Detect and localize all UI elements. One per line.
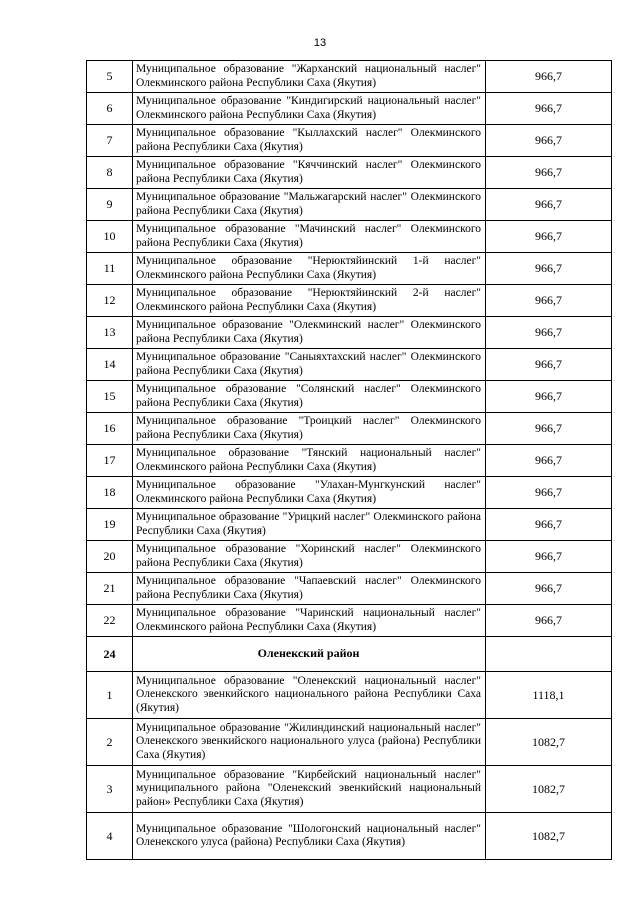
municipality-name: Муниципальное образование "Мачинский наслег" Олекминского района Республики Саха (Якутия) — [133, 221, 486, 253]
row-number: 4 — [87, 813, 133, 860]
table-row — [87, 189, 612, 221]
municipality-name: Муниципальное образование "Жарханский национальный наслег" Олекминского района Республики Саха (Якутия) — [133, 61, 486, 93]
amount-value: 1082,7 — [486, 813, 612, 860]
municipality-name: Муниципальное образование "Нерюктяйинский 2-й наслег" Олекминского района Республики Саха (Якутия) — [133, 285, 486, 317]
table-row — [87, 477, 612, 509]
amount-value: 966,7 — [486, 445, 612, 477]
municipality-name: Муниципальное образование "Солянский наслег" Олекминского района Республики Саха (Якутия) — [133, 381, 486, 413]
row-number: 12 — [87, 285, 133, 317]
table-row — [87, 766, 612, 813]
row-number: 6 — [87, 93, 133, 125]
table-row — [87, 221, 612, 253]
page-number: 13 — [313, 37, 327, 49]
table-row — [87, 445, 612, 477]
amount-value: 966,7 — [486, 61, 612, 93]
row-number: 14 — [87, 349, 133, 381]
amount-value: 966,7 — [486, 189, 612, 221]
table-row — [87, 93, 612, 125]
amount-value: 966,7 — [486, 605, 612, 637]
row-number: 11 — [87, 253, 133, 285]
table-row — [87, 509, 612, 541]
municipality-name: Муниципальное образование "Оленекский национальный наслег" Оленекского эвенкийского национального района Республики Саха (Якутия) — [133, 672, 486, 719]
amount-value: 966,7 — [486, 285, 612, 317]
amount-value: 966,7 — [486, 509, 612, 541]
row-number: 7 — [87, 125, 133, 157]
table-row — [87, 125, 612, 157]
table-row — [87, 413, 612, 445]
table-row — [87, 253, 612, 285]
row-number: 15 — [87, 381, 133, 413]
amount-value: 966,7 — [486, 413, 612, 445]
amount-value: 1082,7 — [486, 766, 612, 813]
row-number: 18 — [87, 477, 133, 509]
row-number: 17 — [87, 445, 133, 477]
section-row — [87, 637, 612, 672]
amount-value: 966,7 — [486, 125, 612, 157]
table-row — [87, 605, 612, 637]
row-number: 21 — [87, 573, 133, 605]
amount-value: 966,7 — [486, 349, 612, 381]
amount-value: 966,7 — [486, 157, 612, 189]
municipality-name: Муниципальное образование "Олекминский наслег" Олекминского района Республики Саха (Якутия) — [133, 317, 486, 349]
table-row — [87, 317, 612, 349]
table-row — [87, 813, 612, 860]
municipality-name: Муниципальное образование "Кыллахский наслег" Олекминского района Республики Саха (Якутия) — [133, 125, 486, 157]
amount-value: 966,7 — [486, 317, 612, 349]
section-title: Оленекский район — [133, 637, 486, 672]
table-row — [87, 573, 612, 605]
amount-value: 966,7 — [486, 253, 612, 285]
row-number: 3 — [87, 766, 133, 813]
municipality-name: Муниципальное образование "Мальжагарский наслег" Олекминского района Республики Саха (Якутия) — [133, 189, 486, 221]
municipality-name: Муниципальное образование "Кяччинский наслег" Олекминского района Республики Саха (Якутия) — [133, 157, 486, 189]
section-value — [486, 637, 612, 672]
municipality-name: Муниципальное образование "Нерюктяйинский 1-й наслег" Олекминского района Республики Саха (Якутия) — [133, 253, 486, 285]
municipality-name: Муниципальное образование "Саныяхтахский наслег" Олекминского района Республики Саха (Якутия) — [133, 349, 486, 381]
table-row — [87, 349, 612, 381]
amount-value: 966,7 — [486, 93, 612, 125]
amount-value: 966,7 — [486, 573, 612, 605]
municipality-name: Муниципальное образование "Троицкий наслег" Олекминского района Республики Саха (Якутия) — [133, 413, 486, 445]
amount-value: 966,7 — [486, 541, 612, 573]
row-number: 13 — [87, 317, 133, 349]
municipality-name: Муниципальное образование "Кирбейский национальный наслег" муниципального района "Оленекский эвенкийский национальный район» Республики Саха (Якутия) — [133, 766, 486, 813]
row-number: 19 — [87, 509, 133, 541]
row-number: 20 — [87, 541, 133, 573]
table-row — [87, 61, 612, 93]
amount-value: 1082,7 — [486, 719, 612, 766]
amount-value: 966,7 — [486, 381, 612, 413]
row-number: 1 — [87, 672, 133, 719]
municipality-name: Муниципальное образование "Чаринский национальный наслег" Олекминского района Республики Саха (Якутия) — [133, 605, 486, 637]
allocation-table — [86, 60, 612, 860]
table-row — [87, 157, 612, 189]
amount-value: 966,7 — [486, 477, 612, 509]
row-number: 16 — [87, 413, 133, 445]
table-row — [87, 381, 612, 413]
row-number: 8 — [87, 157, 133, 189]
row-number: 10 — [87, 221, 133, 253]
table-row — [87, 719, 612, 766]
amount-value: 966,7 — [486, 221, 612, 253]
municipality-name: Муниципальное образование "Тянский национальный наслег" Олекминского района Республики Саха (Якутия) — [133, 445, 486, 477]
row-number: 22 — [87, 605, 133, 637]
row-number: 5 — [87, 61, 133, 93]
municipality-name: Муниципальное образование "Киндигирский национальный наслег" Олекминского района Республики Саха (Якутия) — [133, 93, 486, 125]
municipality-name: Муниципальное образование "Урицкий наслег" Олекминского района Республики Саха (Якутия) — [133, 509, 486, 541]
municipality-name: Муниципальное образование "Хоринский наслег" Олекминского района Республики Саха (Якутия) — [133, 541, 486, 573]
municipality-name: Муниципальное образование "Чапаевский наслег" Олекминского района Республики Саха (Якутия) — [133, 573, 486, 605]
table-row — [87, 541, 612, 573]
section-number: 24 — [87, 637, 133, 672]
municipality-name: Муниципальное образование "Жилиндинский национальный наслег" Оленекского эвенкийского национального улуса (района) Республики Саха (Якутия) — [133, 719, 486, 766]
row-number: 9 — [87, 189, 133, 221]
municipality-name: Муниципальное образование "Шологонский национальный наслег" Оленекского улуса (района) Республики Саха (Якутия) — [133, 813, 486, 860]
table-row — [87, 285, 612, 317]
amount-value: 1118,1 — [486, 672, 612, 719]
row-number: 2 — [87, 719, 133, 766]
table-row — [87, 672, 612, 719]
municipality-name: Муниципальное образование "Улахан-Мунгкунский наслег" Олекминского района Республики Саха (Якутия) — [133, 477, 486, 509]
